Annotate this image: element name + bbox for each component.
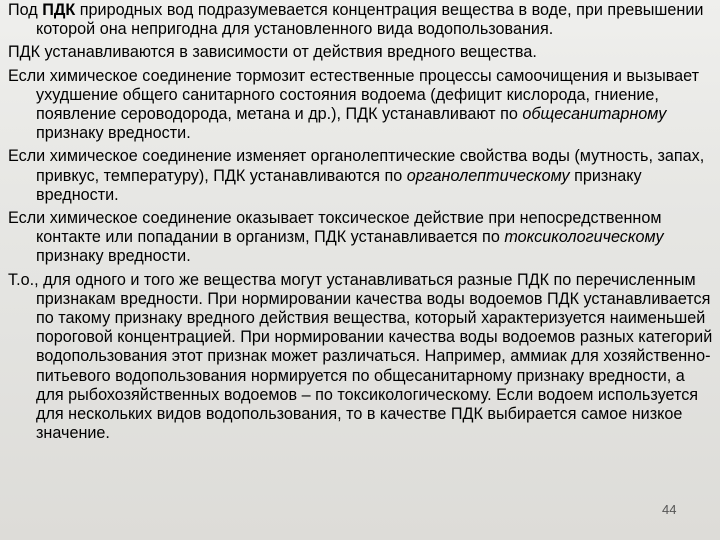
text-run: Если химическое соединение тормозит естественные процессы самоочищения и вызывает ухудшение общего санитарного состояния водоема (дефицит кислорода, гниение, появление сероводорода, метана и др.), ПДК устанавливают по — [8, 66, 700, 124]
text-run: Т.о., для одного и того же вещества могут устанавливаться разные ПДК по перечисленным признакам вредности. При нормировании качества воды водоемов ПДК устанавливается по такому признаку вредного действия вещества, который характеризуется наименьшей пороговой концентрацией. При нормировании качества воды водоемов разных категорий водопользования этот признак может различаться. Например, аммиак для хозяйственно-питьевого водопользования нормируется по общесанитарному признаку вредности, а для рыбохозяйственных водоемов – по токсикологическому. Если водоем используется для нескольких видов водопользования, то в качестве ПДК выбирается самое низкое значение. — [8, 270, 713, 443]
text-run: Под — [8, 1, 43, 19]
paragraph-toxicological — [8, 209, 716, 267]
text-run: Если химическое соединение изменяет органолептические свойства воды (мутность, запах, привкус, температуру), ПДК устанавливаются по — [8, 147, 705, 185]
text-run: ПДК устанавливаются в зависимости от действия вредного вещества. — [8, 43, 537, 62]
text-run: признаку вредности. — [36, 124, 191, 143]
term-pdk: ПДК — [42, 1, 76, 19]
term-organoleptic: органолептическому — [406, 166, 570, 185]
paragraph-pdk-dependence — [8, 43, 716, 62]
text-run: признаку вредности. — [36, 247, 191, 266]
paragraph-conclusion — [8, 271, 716, 444]
paragraph-pdk-definition — [8, 1, 716, 39]
text-run: Если химическое соединение оказывает токсическое действие при непосредственном контакте или попадании в организм, ПДК устанавливается по — [8, 209, 662, 247]
term-toxicological: токсикологическому — [504, 228, 664, 247]
paragraph-organoleptic — [8, 147, 716, 205]
term-general-sanitary: общесанитарному — [522, 105, 667, 124]
text-run: признаку вредности. — [36, 166, 642, 204]
paragraph-general-sanitary — [8, 67, 716, 144]
page-number: 44 — [662, 502, 677, 517]
text-run: природных вод подразумевается концентрация вещества в воде, при превышении которой она непригодна для установленного вида водопользования. — [36, 1, 704, 39]
slide-text-body — [8, 1, 716, 447]
